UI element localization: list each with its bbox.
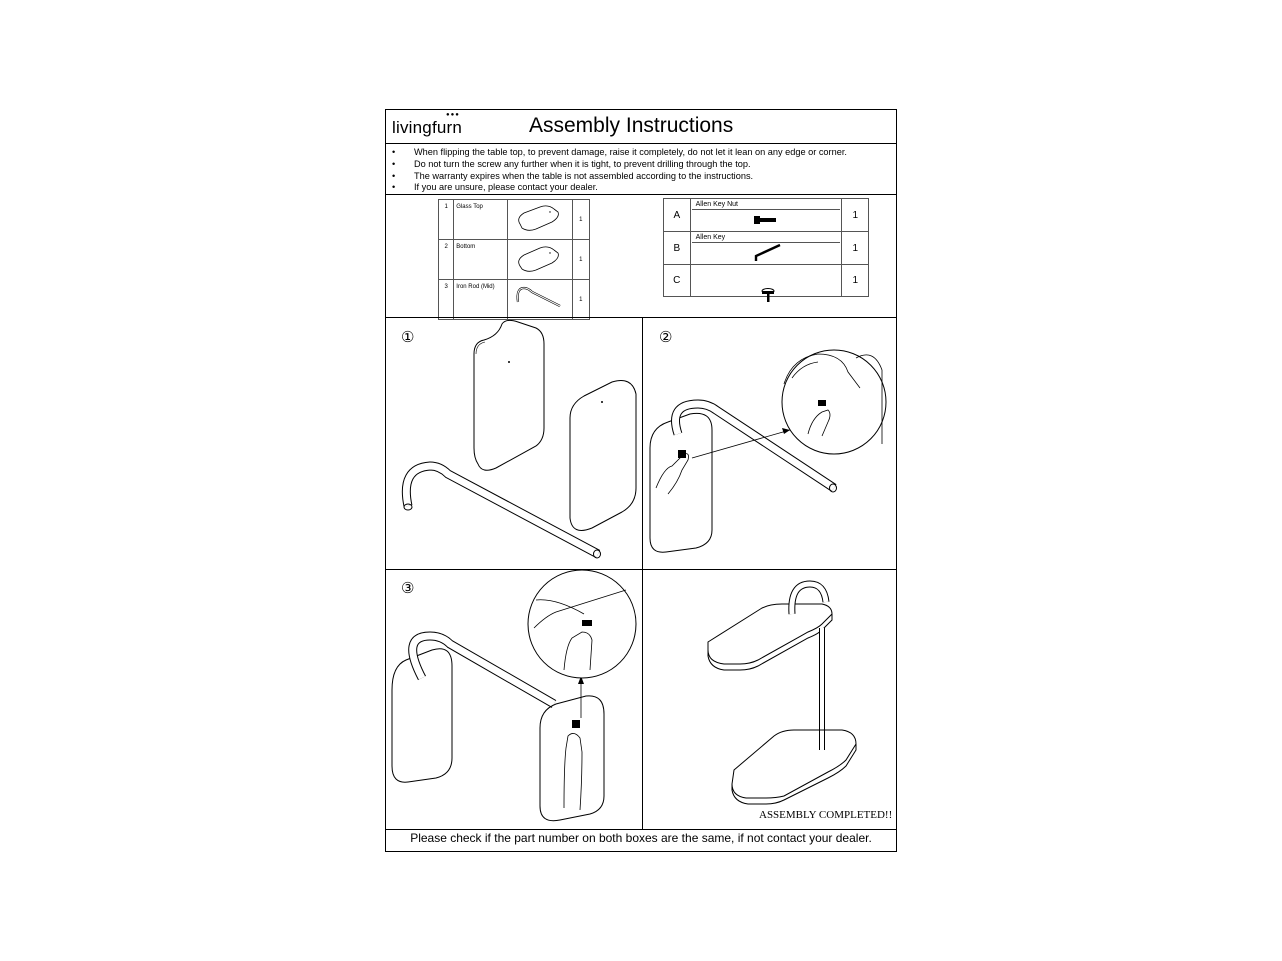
- hardware-letter: A: [664, 199, 691, 232]
- step-2-illustration: [642, 318, 898, 570]
- note-item: • The warranty expires when the table is not assembled according to the instructions.: [392, 170, 754, 181]
- divider: [386, 194, 896, 195]
- thumb-screw-icon: [690, 265, 842, 297]
- parts-table: [438, 199, 590, 320]
- allen-key-nut-icon: [692, 210, 841, 230]
- hardware-row: [664, 232, 869, 265]
- brand-logo: livingfurn: [392, 118, 463, 137]
- hardware-letter: B: [664, 232, 691, 265]
- glass-top-icon: [508, 200, 572, 240]
- bottom-plate-icon: [508, 240, 572, 280]
- part-name: Bottom: [454, 240, 508, 280]
- brand-mark: ●●●: [446, 112, 460, 118]
- hardware-letter: C: [664, 265, 691, 297]
- assembled-table-illustration: [642, 570, 898, 828]
- hardware-table: [663, 198, 869, 297]
- part-qty: 1: [572, 240, 589, 280]
- hardware-row: [664, 265, 869, 297]
- divider: [386, 829, 896, 830]
- hardware-qty: 1: [842, 199, 869, 232]
- safety-notes: [392, 147, 892, 194]
- note-item: • When flipping the table top, to prevent damage, raise it completely, do not let it lean on any edge or corner.: [392, 147, 847, 157]
- parts-row: [439, 280, 590, 320]
- part-number: 3: [439, 280, 454, 320]
- step-3-illustration: [386, 570, 642, 828]
- part-number: 1: [439, 200, 454, 240]
- hardware-qty: 1: [842, 232, 869, 265]
- note-item: • If you are unsure, please contact your dealer.: [392, 182, 598, 193]
- hardware-name: Allen Key Nut: [692, 200, 841, 210]
- page-title: Assembly Instructions: [529, 114, 734, 137]
- parts-row: [439, 200, 590, 240]
- allen-key-icon: [692, 243, 841, 263]
- part-qty: 1: [572, 200, 589, 240]
- part-qty: 1: [572, 280, 589, 320]
- divider: [386, 143, 896, 144]
- step-number: ③: [401, 579, 415, 597]
- step-number: ①: [401, 328, 415, 346]
- header: [386, 110, 896, 144]
- step-number: ②: [659, 328, 673, 346]
- hardware-qty: 1: [842, 265, 869, 297]
- note-item: • Do not turn the screw any further when it is tight, to prevent drilling through the top.: [392, 158, 751, 169]
- hardware-name: Allen Key: [692, 233, 841, 243]
- part-name: Iron Rod (Mid): [454, 280, 508, 320]
- instruction-sheet: [385, 109, 897, 852]
- parts-row: [439, 240, 590, 280]
- part-name: Glass Top: [454, 200, 508, 240]
- assembly-completed-label: ASSEMBLY COMPLETED!!: [759, 809, 893, 821]
- part-number: 2: [439, 240, 454, 280]
- iron-rod-icon: [508, 280, 572, 320]
- step-1-illustration: [386, 318, 642, 570]
- footer-note: Please check if the part number on both boxes are the same, if not contact your dealer.: [410, 831, 872, 845]
- hardware-row: [664, 199, 869, 232]
